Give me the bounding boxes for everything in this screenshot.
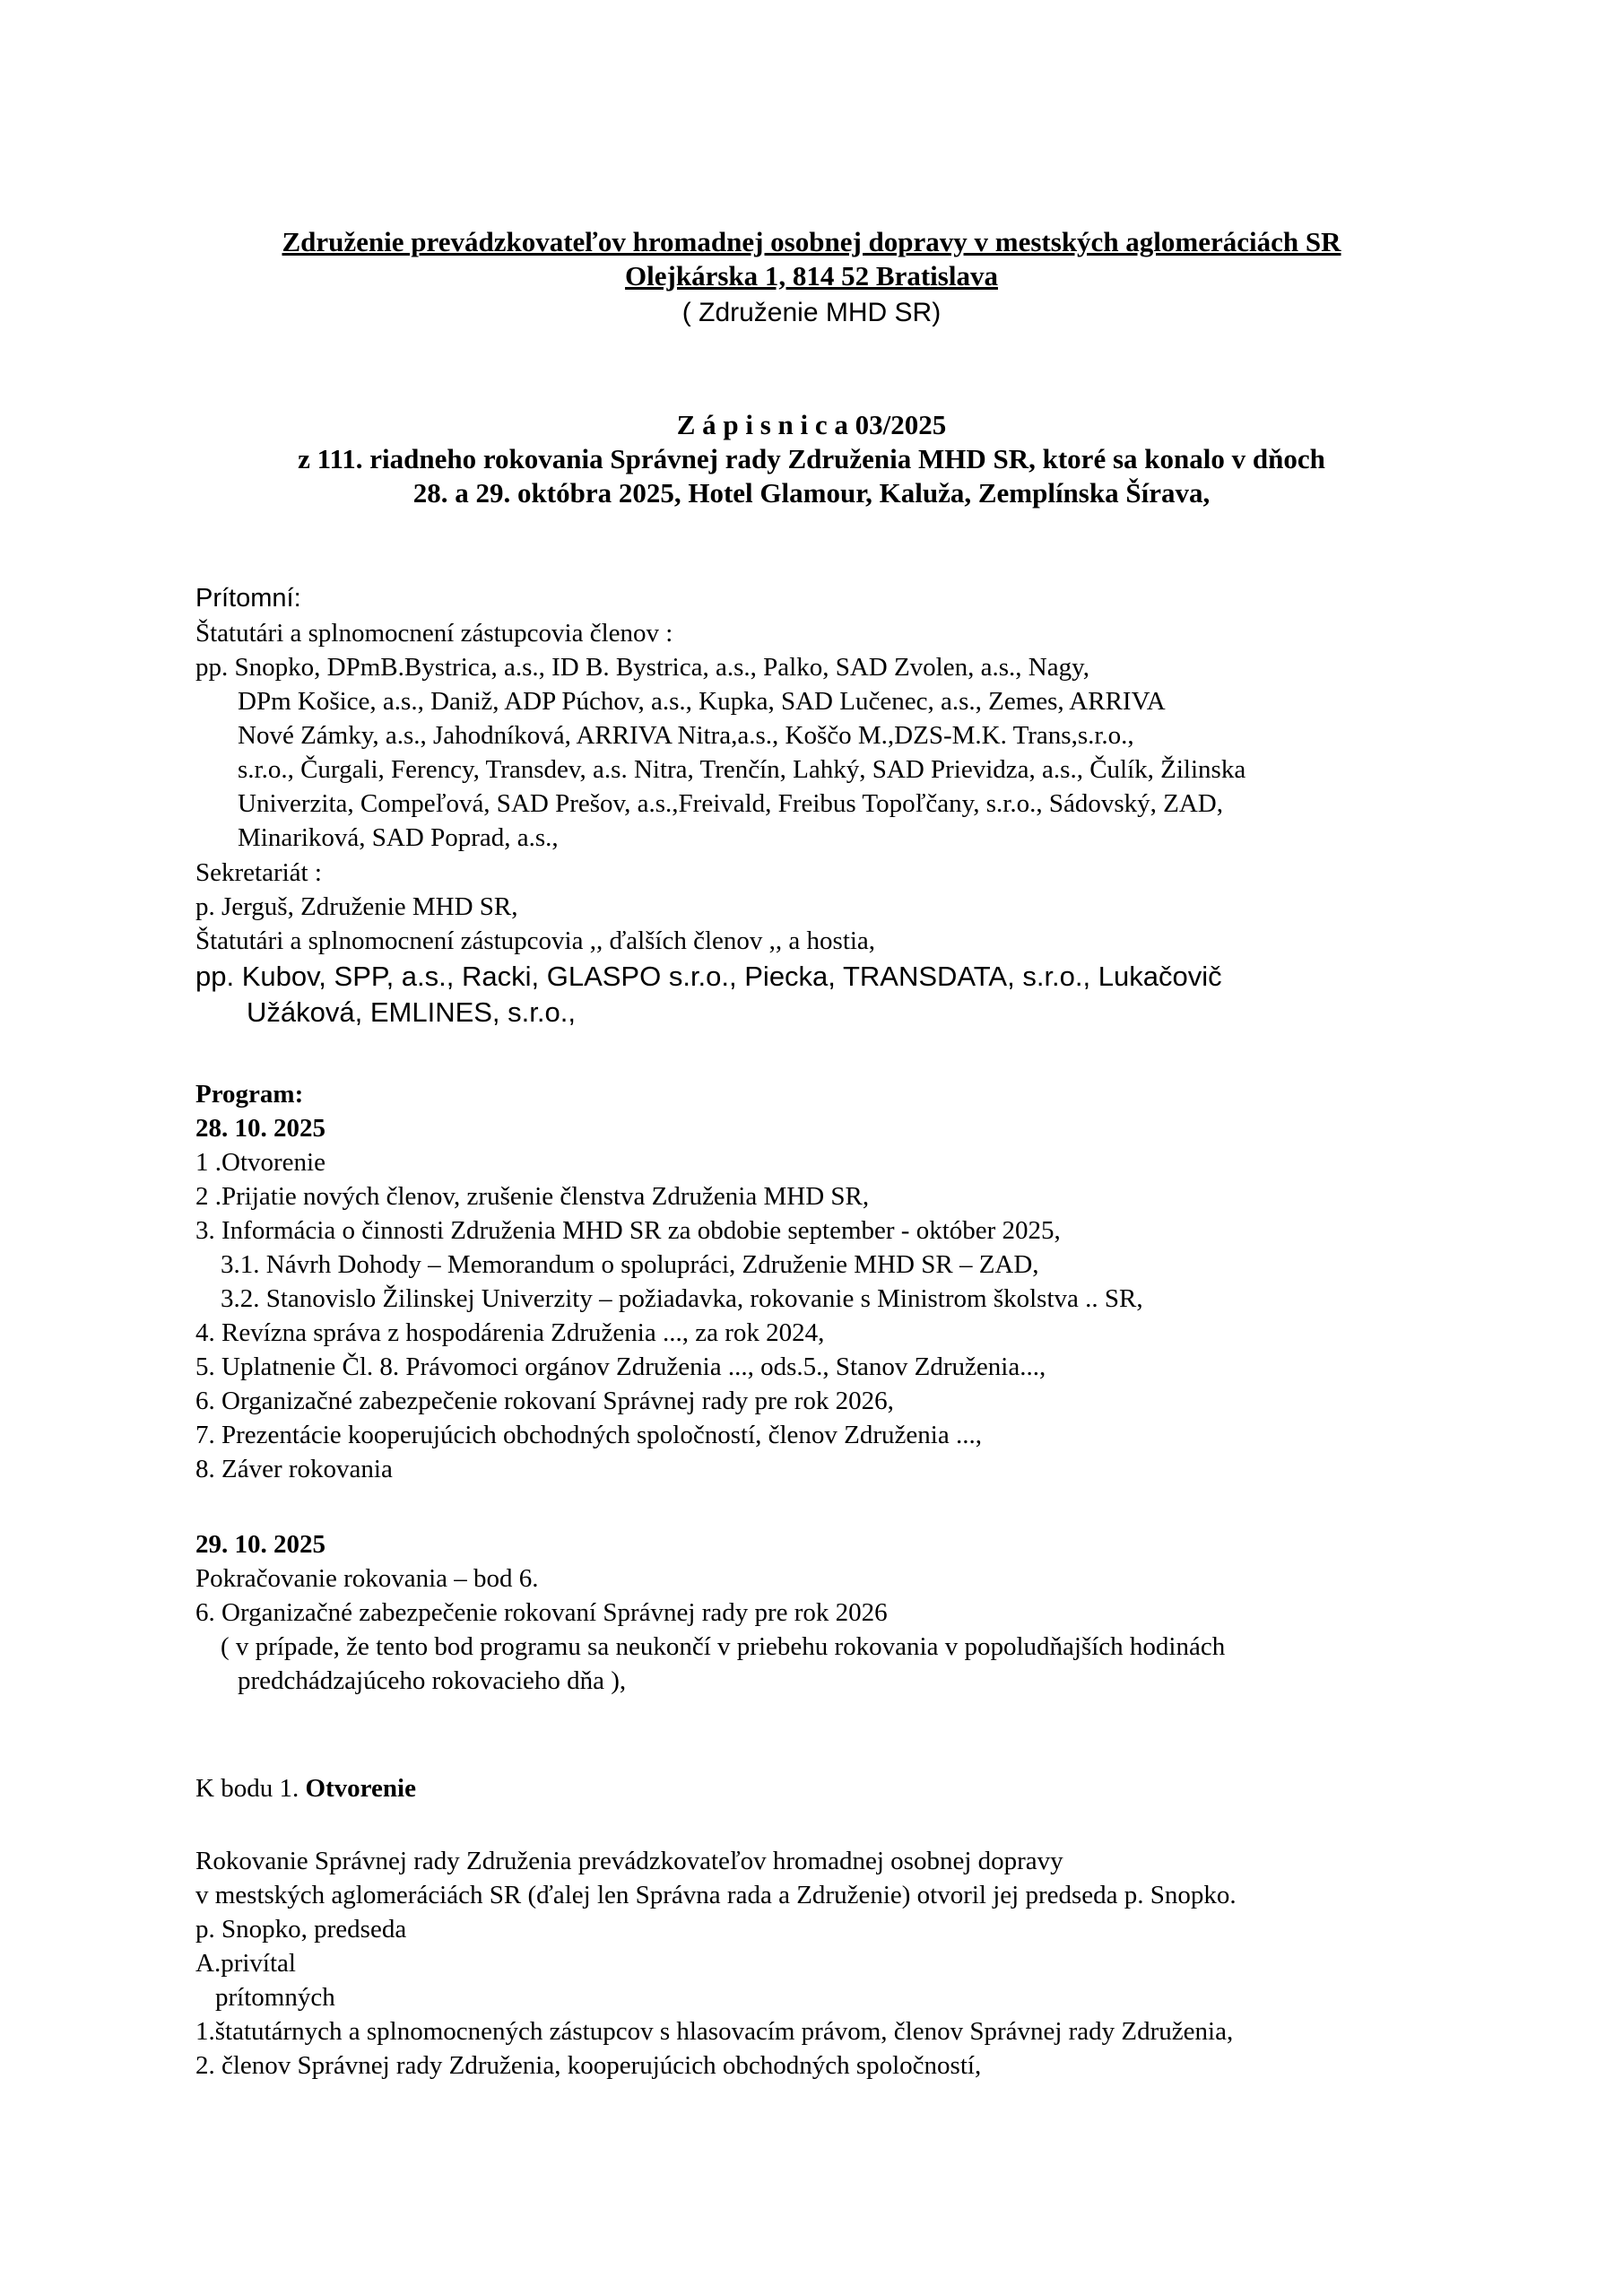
program-item: 8. Záver rokovania — [195, 1455, 393, 1483]
member-line: Minariková, SAD Poprad, a.s., — [238, 823, 559, 852]
program-day2-date: 29. 10. 2025 — [195, 1530, 325, 1559]
member-line: Nové Zámky, a.s., Jahodníková, ARRIVA Nitra,a.s., Koščo M.,DZS-M.K. Trans,s.r.o., — [238, 721, 1134, 750]
program-item: 4. Revízna správa z hospodárenia Združenia ..., za rok 2024, — [195, 1318, 825, 1347]
guest-line: Užáková, EMLINES, s.r.o., — [247, 996, 576, 1028]
program-day2-note: predchádzajúceho rokovacieho dňa ), — [238, 1666, 627, 1695]
program-item: 7. Prezentácie kooperujúcich obchodných spoločností, členov Združenia ..., — [195, 1421, 982, 1449]
doc-subtitle-line1: z 111. riadneho rokovania Správnej rady Združenia MHD SR, ktoré sa konalo v dňoch — [298, 443, 1325, 474]
org-short-name: ( Združenie MHD SR) — [681, 298, 942, 327]
guest-line: pp. Kubov, SPP, a.s., Racki, GLASPO s.r.o., Piecka, TRANSDATA, s.r.o., Lukačovič — [195, 961, 1222, 992]
member-line: pp. Snopko, DPmB.Bystrica, a.s., ID B. Bystrica, a.s., Palko, SAD Zvolen, a.s., Nagy, — [195, 653, 1089, 682]
member-line: s.r.o., Čurgali, Ferency, Transdev, a.s. Nitra, Trenčín, Lahký, SAD Prievidza, a.s., Čulík, Žilinska — [238, 755, 1246, 784]
member-line: Univerzita, Compeľová, SAD Prešov, a.s.,Freivald, Freibus Topoľčany, s.r.o., Sádovský, ZAD, — [238, 789, 1223, 818]
others-label: Štatutári a splnomocnení zástupcovia ,, ďalších členov ,, a hostia, — [195, 926, 876, 955]
secretariat-label: Sekretariát : — [195, 858, 322, 887]
program-item: 5. Uplatnenie Čl. 8. Právomoci orgánov Združenia ..., ods.5., Stanov Združenia..., — [195, 1352, 1046, 1381]
member-line: DPm Košice, a.s., Daniž, ADP Púchov, a.s., Kupka, SAD Lučenec, a.s., Zemes, ARRIVA — [238, 687, 1166, 716]
section1-line: v mestských aglomeráciách SR (ďalej len Správna rada a Združenie) otvoril jej predseda p. Snopko. — [195, 1881, 1237, 1909]
statutari-label: Štatutári a splnomocnení zástupcovia členov : — [195, 619, 673, 648]
section1-line: Rokovanie Správnej rady Združenia prevádzkovateľov hromadnej osobnej dopravy — [195, 1847, 1063, 1875]
section1-line: prítomných — [215, 1983, 335, 2012]
secretariat-member: p. Jerguš, Združenie MHD SR, — [195, 892, 518, 921]
program-subitem: 3.1. Návrh Dohody – Memorandum o spolupráci, Združenie MHD SR – ZAD, — [221, 1250, 1039, 1279]
section1-line: p. Snopko, predseda — [195, 1915, 407, 1944]
program-subitem: 3.2. Stanovislo Žilinskej Univerzity – požiadavka, rokovanie s Ministrom školstva .. SR, — [221, 1284, 1143, 1313]
program-day2-item: Pokračovanie rokovania – bod 6. — [195, 1564, 539, 1593]
section1-prefix: K bodu 1. — [195, 1774, 306, 1803]
doc-subtitle-line2: 28. a 29. októbra 2025, Hotel Glamour, Kaluža, Zemplínska Šírava, — [412, 477, 1211, 509]
program-item: 3. Informácia o činnosti Združenia MHD SR za obdobie september - október 2025, — [195, 1216, 1061, 1245]
section1-heading — [195, 1772, 1623, 1805]
section1-title: Otvorenie — [305, 1774, 416, 1803]
section1-line: 2. členov Správnej rady Združenia, kooperujúcich obchodných spoločností, — [195, 2051, 982, 2080]
section1-line: A.privítal — [195, 1949, 296, 1978]
program-item: 2 .Prijatie nových členov, zrušenie členstva Združenia MHD SR, — [195, 1182, 870, 1211]
program-day2-item: 6. Organizačné zabezpečenie rokovaní Správnej rady pre rok 2026 — [195, 1598, 888, 1627]
org-name: Združenie prevádzkovateľov hromadnej osobnej dopravy v mestských aglomeráciách SR — [282, 226, 1341, 257]
attendees-label: Prítomní: — [195, 584, 301, 613]
doc-heading: Z á p i s n i c a 03/2025 — [676, 409, 947, 440]
program-item: 6. Organizačné zabezpečenie rokovaní Správnej rady pre rok 2026, — [195, 1387, 894, 1415]
program-item: 1 .Otvorenie — [195, 1148, 325, 1177]
program-label: Program: — [195, 1080, 304, 1109]
org-address: Olejkárska 1, 814 52 Bratislava — [625, 260, 998, 291]
program-day1-date: 28. 10. 2025 — [195, 1114, 325, 1143]
section1-line: 1.štatutárnych a splnomocnených zástupcov s hlasovacím právom, členov Správnej rady Združenia, — [195, 2017, 1234, 2046]
program-day2-note: ( v prípade, že tento bod programu sa neukončí v priebehu rokovania v popoludňajších hodinách — [221, 1632, 1226, 1661]
